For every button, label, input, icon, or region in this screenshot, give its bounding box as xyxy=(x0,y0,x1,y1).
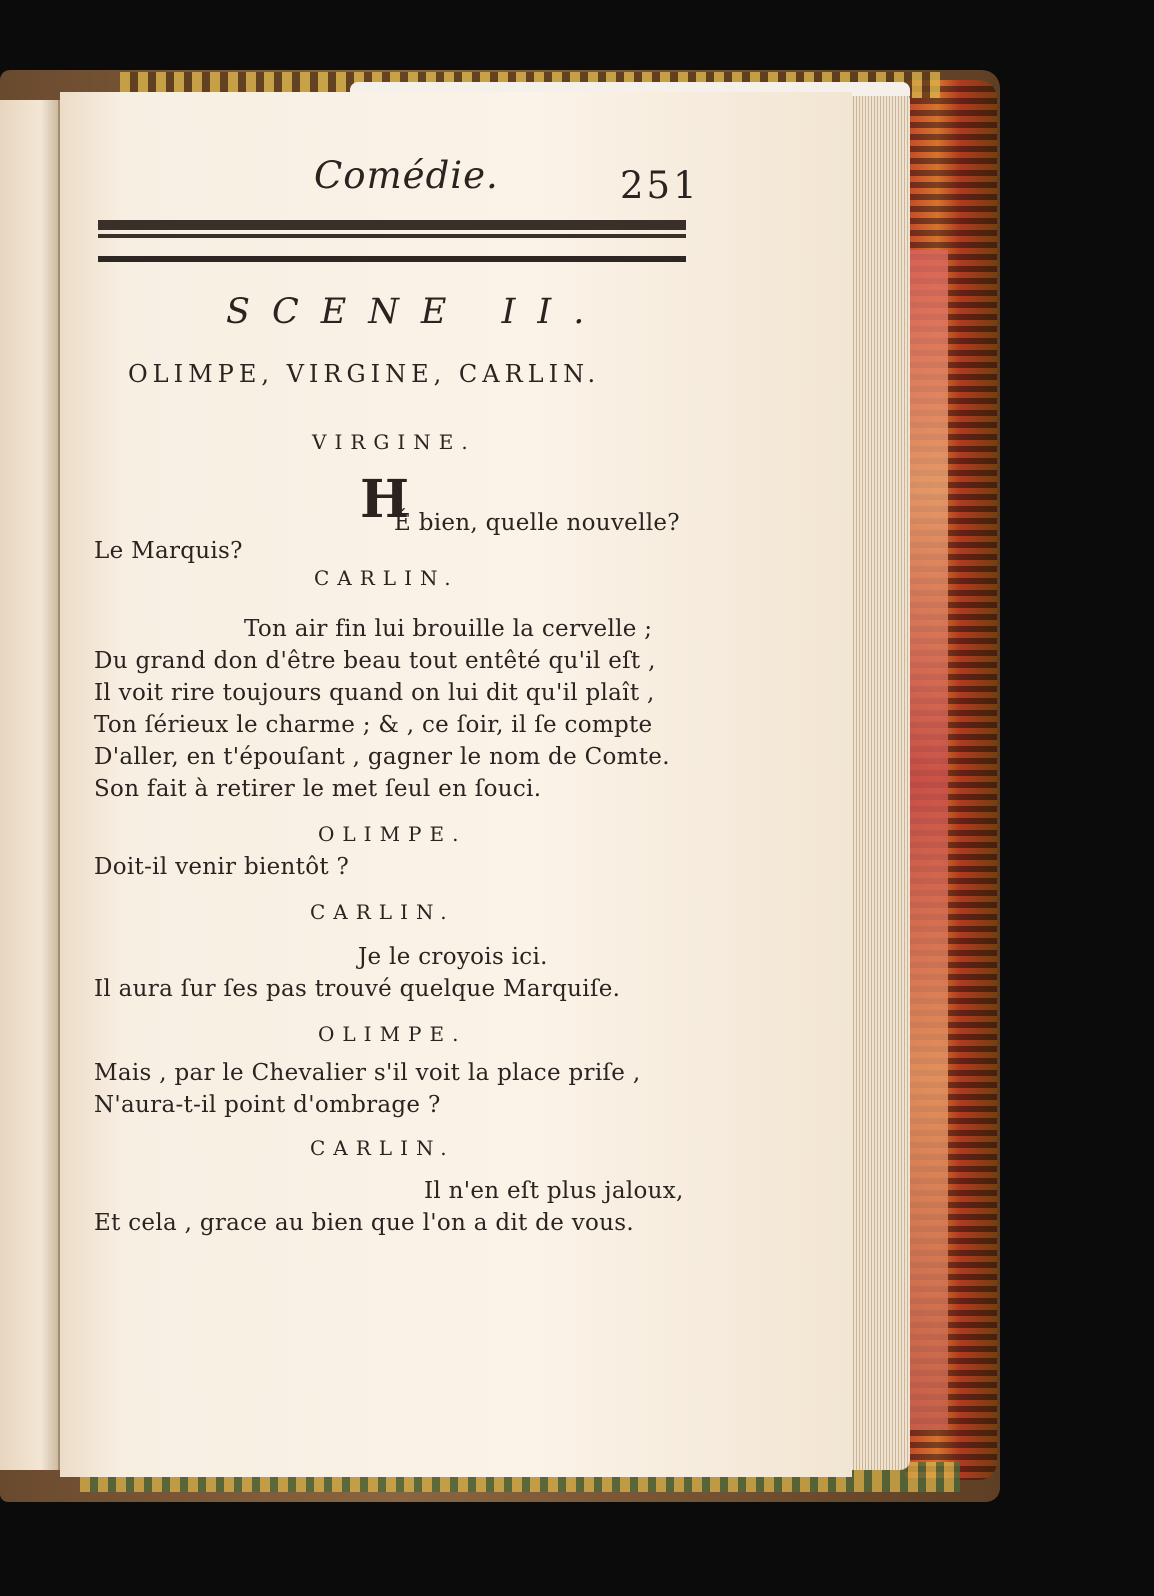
page-stack-edges xyxy=(848,90,910,1470)
page-header xyxy=(60,92,852,222)
dialogue-line: Et cela , grace au bien que l'on a dit de vous. xyxy=(94,1210,634,1236)
drop-cap: H xyxy=(360,469,410,530)
header-rule-thin xyxy=(98,234,686,238)
dialogue-line: Je le croyois ici. xyxy=(358,944,548,970)
dialogue-line: Ton ſérieux le charme ; & , ce ſoir, il ſe compte xyxy=(94,712,653,738)
page-number: 251 xyxy=(620,164,700,207)
dialogue-line: Il aura ſur ſes pas trouvé quelque Marquiſe. xyxy=(94,976,621,1002)
speaker-olimpe: OLIMPE. xyxy=(318,1022,467,1046)
dialogue-line: Ton air fin lui brouille la cervelle ; xyxy=(244,616,653,642)
speaker-carlin: CARLIN. xyxy=(310,900,455,924)
dialogue-line: D'aller, en t'épouſant , gagner le nom de Comte. xyxy=(94,744,670,770)
dialogue-line: Doit-il venir bientôt ? xyxy=(94,854,350,880)
speaker-carlin: CARLIN. xyxy=(314,566,459,590)
book-page xyxy=(60,92,852,1477)
dialogue-line: Son fait à retirer le met ſeul en ſouci. xyxy=(94,776,542,802)
speaker-olimpe: OLIMPE. xyxy=(318,822,467,846)
dialogue-line: Il voit rire toujours quand on lui dit qu'il plaît , xyxy=(94,680,655,706)
speaker-virgine: VIRGINE. xyxy=(312,430,476,454)
header-rule-bottom xyxy=(98,256,686,262)
dialogue-line: N'aura-t-il point d'ombrage ? xyxy=(94,1092,441,1118)
character-list: OLIMPE, VIRGINE, CARLIN. xyxy=(128,360,601,388)
speaker-carlin: CARLIN. xyxy=(310,1136,455,1160)
dialogue-line: Mais , par le Chevalier s'il voit la place priſe , xyxy=(94,1060,641,1086)
running-head: Comédie. xyxy=(314,154,499,197)
header-rule-thick xyxy=(98,220,686,230)
dialogue-line: Du grand don d'être beau tout entêté qu'il eſt , xyxy=(94,648,656,674)
dialogue-line: Il n'en eſt plus jaloux, xyxy=(424,1178,684,1204)
marbled-edge xyxy=(908,250,948,1430)
dialogue-line: É bien, quelle nouvelle? xyxy=(394,510,680,536)
scene-title: SCENE II. xyxy=(226,292,607,332)
left-page-edge xyxy=(0,100,60,1470)
dialogue-line: Le Marquis? xyxy=(94,538,243,564)
